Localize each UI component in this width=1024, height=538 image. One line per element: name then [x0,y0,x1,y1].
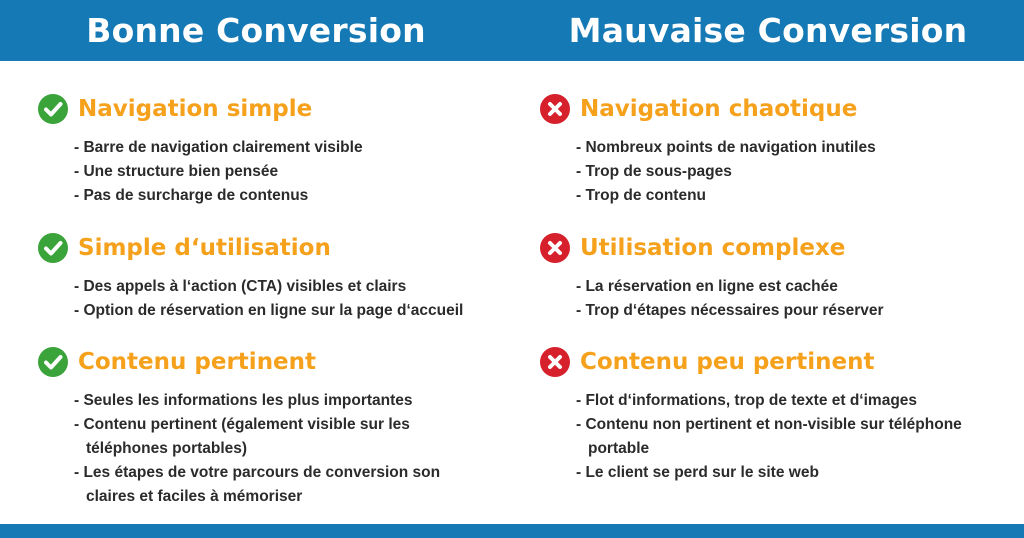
footer-bar [0,524,1024,538]
bad-section-navigation [540,92,1024,208]
list-item: - Des appels à l‘action (CTA) visibles et clairs [74,278,407,295]
section-title: Utilisation complexe [580,235,846,261]
list-item: - Option de réservation en ligne sur la page d‘accueil [74,302,464,319]
good-conversion-heading: Bonne Conversion [86,11,426,50]
check-circle-icon [38,347,68,377]
list-item: - Barre de navigation clairement visible [74,139,363,156]
bad-conversion-heading: Mauvaise Conversion [568,11,968,50]
bullet-list [576,136,1024,208]
list-item: - Nombreux points de navigation inutiles [576,139,876,156]
cross-circle-icon [540,233,570,263]
section-title: Contenu peu pertinent [580,349,875,375]
list-item: - Seules les informations les plus importantes [74,392,413,409]
bullet-list [74,136,538,208]
section-title: Navigation simple [78,96,313,122]
section-title: Navigation chaotique [580,96,858,122]
bullet-list [74,389,538,509]
bad-section-content [540,345,1024,485]
section-header [540,92,1024,126]
list-item: - Trop d‘étapes nécessaires pour réserver [576,302,884,319]
cross-circle-icon [540,94,570,124]
list-item: - Une structure bien pensée [74,163,279,180]
list-item: - Le client se perd sur le site web [576,464,819,481]
list-item: - Trop de contenu [576,187,707,204]
section-header [540,231,1024,265]
good-section-navigation [38,92,538,208]
bullet-list [576,275,1024,323]
good-section-usability [38,231,538,323]
list-item: - La réservation en ligne est cachée [576,278,838,295]
section-header [38,345,538,379]
section-header [540,345,1024,379]
list-item: - Contenu non pertinent et non-visible sur téléphone portable [576,416,962,457]
list-item: - Trop de sous-pages [576,163,732,180]
section-header [38,231,538,265]
section-title: Contenu pertinent [78,349,317,375]
check-circle-icon [38,233,68,263]
list-item: - Flot d‘informations, trop de texte et d‘images [576,392,918,409]
section-title: Simple d‘utilisation [78,235,331,261]
bullet-list [74,275,538,323]
bad-section-usability [540,231,1024,323]
list-item: - Les étapes de votre parcours de conversion son claires et faciles à mémoriser [74,464,441,505]
cross-circle-icon [540,347,570,377]
list-item: - Contenu pertinent (également visible sur les téléphones portables) [74,416,410,457]
good-section-content [38,345,538,509]
header-bar [0,0,1024,61]
section-header [38,92,538,126]
bullet-list [576,389,1024,485]
check-circle-icon [38,94,68,124]
list-item: - Pas de surcharge de contenus [74,187,309,204]
